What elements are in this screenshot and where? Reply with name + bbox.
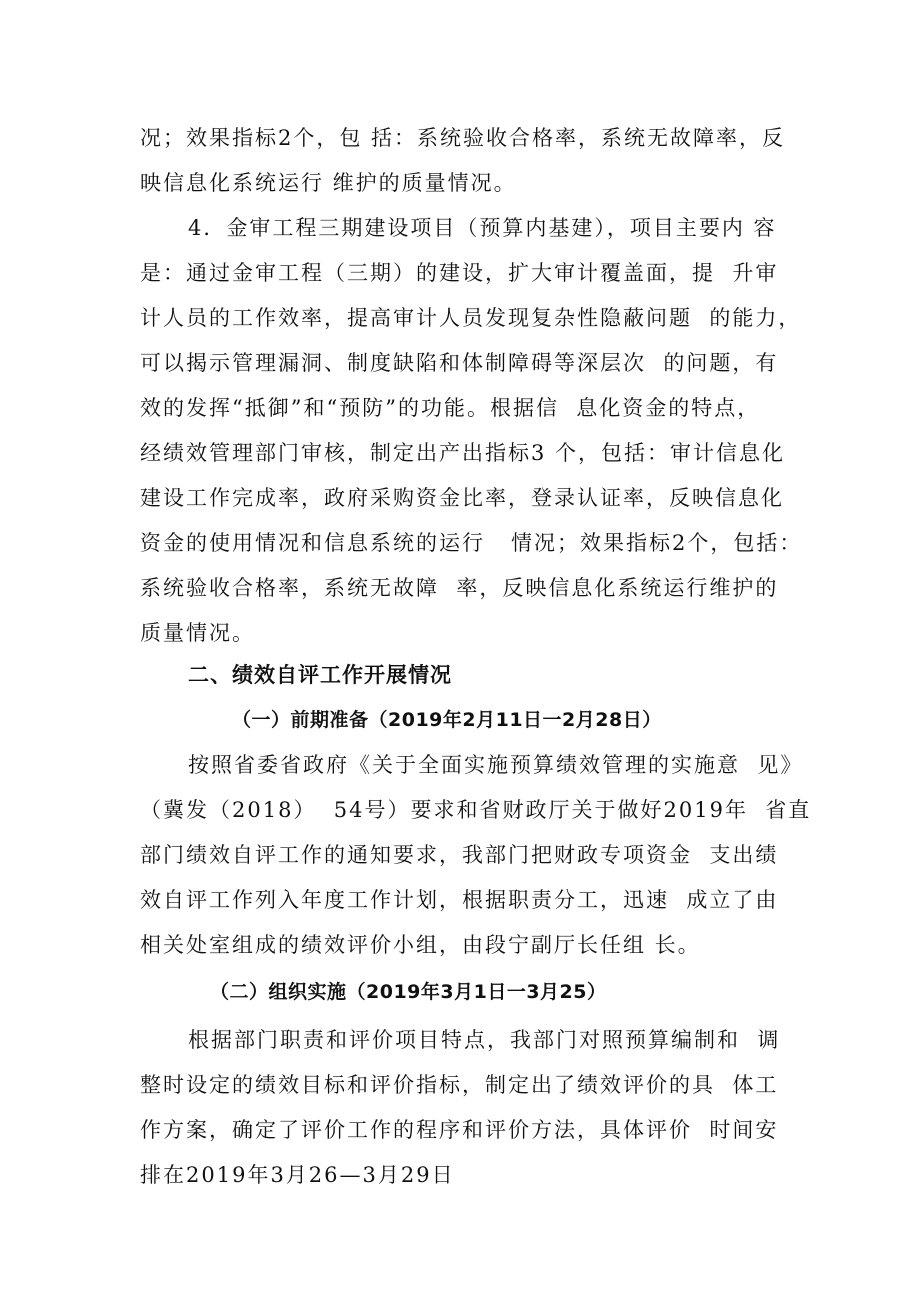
paragraph-line: 况；效果指标2个，包 括：系统验收合格率，系统无故障率，反 [140,126,786,150]
paragraph-line: 根据部门职责和评价项目特点，我部门对照预算编制和 调 [188,1028,781,1052]
paragraph-line: （冀发（2018） 54号）要求和省财政厅关于做好2019年 省直 [140,798,812,822]
paragraph-line: 部门绩效自评工作的通知要求，我部门把财政专项资金 支出绩 [140,843,779,867]
paragraph-line: 建设工作完成率，政府采购资金比率，登录认证率，反映信息化 [140,486,784,510]
paragraph-line: 映信息化系统运行 维护的质量情况。 [140,171,517,195]
section-heading: 二、绩效自评工作开展情况 [188,663,452,687]
paragraph-line: 是：通过金审工程（三期）的建设，扩大审计覆盖面，提 升审 [140,261,779,285]
paragraph-line: 经绩效管理部门审核，制定出产出指标3 个，包括：审计信息化 [140,441,786,465]
subsection-heading: （二）组织实施（2019年3月1日一3月25） [210,981,607,1003]
paragraph-line: 计人员的工作效率，提高审计人员发现复杂性隐蔽问题 的能力， [140,306,802,330]
paragraph-line: 资金的使用情况和信息系统的运行 情况；效果指标2个，包括： [140,531,803,555]
paragraph-line: 按照省委省政府《关于全面实施预算绩效管理的实施意 见》 [188,753,804,777]
paragraph-line: 可以揭示管理漏洞、制度缺陷和体制障碍等深层次 的问题，有 [140,351,779,375]
paragraph-line: 系统验收合格率，系统无故障 率，反映信息化系统运行维护的 [140,576,779,600]
paragraph-line: 排在2019年3月26—3月29日 [140,1163,455,1187]
paragraph-line: 效自评工作列入年度工作计划，根据职责分工，迅速 成立了由 [140,888,779,912]
paragraph-line: 质量情况。 [140,621,255,645]
paragraph-line: 相关处室组成的绩效评价小组，由段宁副厅长任组 长。 [140,933,701,957]
paragraph-line: 作方案，确定了评价工作的程序和评价方法，具体评价 时间安 [140,1118,779,1142]
paragraph-line: 整时设定的绩效目标和评价指标，制定出了绩效评价的具 体工 [140,1073,779,1097]
paragraph-line: 效的发挥“抵御”和“预防”的功能。根据信 息化资金的特点， [140,396,761,420]
paragraph-line: 4．金审工程三期建设项目（预算内基建），项目主要内 容 [188,216,777,240]
subsection-heading: （一）前期准备（2019年2月11日一2月28日） [232,709,662,731]
